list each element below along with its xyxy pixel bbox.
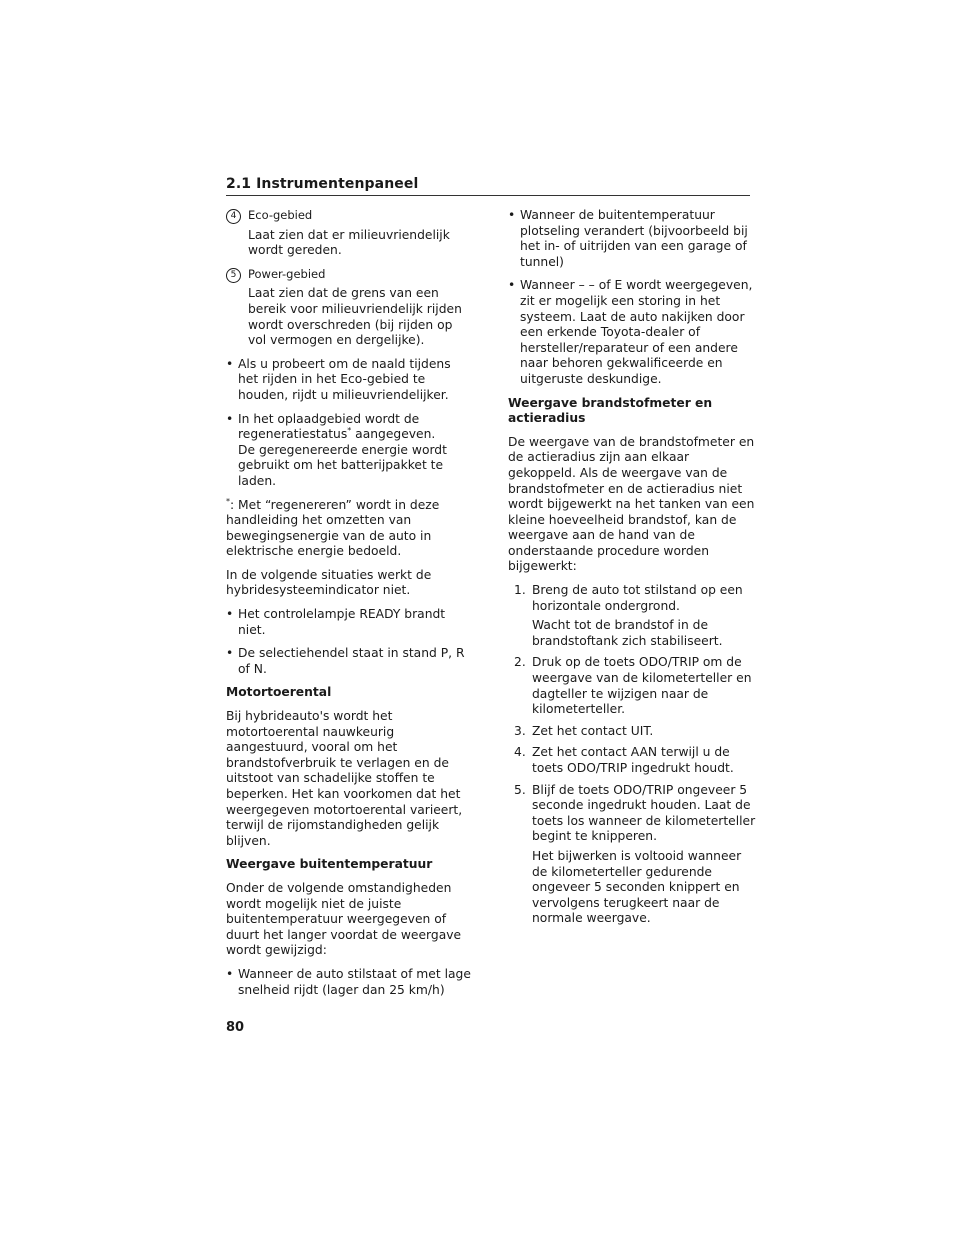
step-text: Blijf de toets ODO/TRIP ongeveer 5 seconde ingedrukt houden. Laat de toets los wanneer de kilometerteller begint te knipperen.	[532, 782, 756, 844]
subheading-buitentemperatuur: Weergave buitentemperatuur	[226, 857, 433, 872]
step-item	[514, 655, 756, 717]
footnote	[226, 498, 474, 560]
step-number: 2.	[514, 655, 526, 670]
bullet-item: • De selectiehendel staat in stand P, R of N.	[226, 646, 474, 677]
page-number: 80	[226, 1020, 245, 1035]
bullet-item: • Het controlelampje READY brandt niet.	[226, 607, 474, 638]
paragraph: De weergave van de brandstofmeter en de actieradius zijn aan elkaar gekoppeld. Als de weergave van de brandstofmeter en de actieradius niet wordt bijgewerkt na het tanken van een kleine hoeveelheid brandstof, kan de weergave aan de hand van de onderstaande procedure worden bijgewerkt:	[508, 434, 755, 574]
subheading-brandstofmeter: Weergave brandstofmeter en actieradius	[508, 395, 713, 426]
step-item	[514, 583, 756, 649]
bullet-item: • Wanneer de auto stilstaat of met lage snelheid rijdt (lager dan 25 km/h)	[226, 967, 474, 998]
marker-badge: 4	[226, 209, 241, 224]
step-number: 1.	[514, 583, 526, 598]
marker-title: Eco-gebied	[248, 208, 313, 222]
bullet-item: • Wanneer de buitentemperatuur plotseling verandert (bijvoorbeeld bij het in- of uitrijden van een garage of tunnel)	[508, 208, 756, 270]
step-number: 5.	[514, 782, 526, 797]
paragraph: Bij hybrideauto's wordt het motortoerental nauwkeurig aangestuurd, vooral om het brandstofverbruik te verlagen en de uitstoot van schadelijke stoffen te beperken. Het kan voorkomen dat het weergegeven motortoerental varieert, terwijl de rijomstandigheden gelijk blijven.	[226, 709, 463, 848]
step-note: Het bijwerken is voltooid wanneer de kilometerteller gedurende ongeveer 5 seconden knippert en vervolgens terugkeert naar de normale weergave.	[532, 848, 742, 926]
bullet-extra-text: De geregenereerde energie wordt gebruikt om het batterijpakket te laden.	[238, 442, 447, 488]
marker-badge: 5	[226, 268, 241, 283]
right-column	[508, 208, 756, 933]
section-header	[226, 176, 750, 196]
footnote-text: : Met “regenereren” wordt in deze handleiding het omzetten van bewegingsenergie van de auto in elektrische energie bedoeld.	[226, 497, 440, 559]
procedure-steps	[508, 583, 756, 927]
left-column	[226, 208, 474, 1006]
marker-description: Laat zien dat er milieuvriendelijk wordt gereden.	[248, 227, 450, 258]
step-text: Zet het contact AAN terwijl u de toets ODO/TRIP ingedrukt houdt.	[532, 745, 734, 775]
marker-item-eco	[226, 208, 474, 259]
step-item	[514, 783, 756, 927]
footnote-marker: *	[347, 426, 352, 436]
step-note: Wacht tot de brandstof in de brandstoftank zich stabiliseert.	[532, 618, 723, 648]
step-number: 3.	[514, 723, 526, 738]
marker-description: Laat zien dat de grens van een bereik voor milieuvriendelijk rijden wordt overschreden (bij rijden op vol vermogen en dergelijke).	[248, 286, 462, 348]
section-title: 2.1 Instrumentenpaneel	[226, 176, 419, 192]
step-text: Breng de auto tot stilstand op een horizontale ondergrond.	[532, 583, 743, 613]
footnote-marker: *	[226, 496, 230, 506]
paragraph: Onder de volgende omstandigheden wordt mogelijk niet de juiste buitentemperatuur weergegeven of duurt het langer voordat de weergave wordt gewijzigd:	[226, 880, 462, 958]
subheading-motortoerental: Motortoerental	[226, 685, 332, 700]
bullet-text: aangegeven.	[351, 427, 436, 442]
bullet-item: • Als u probeert om de naald tijdens het rijden in het Eco-gebied te houden, rijdt u milieuvriendelijker.	[226, 357, 474, 404]
step-item	[514, 745, 756, 776]
step-item	[514, 724, 756, 740]
marker-item-power	[226, 267, 474, 349]
step-number: 4.	[514, 745, 526, 760]
bullet-item: • Wanneer – – of E wordt weergegeven, zit er mogelijk een storing in het systeem. Laat de auto nakijken door een erkende Toyota-dealer of hersteller/reparateur of een andere naar behoren gekwalificeerde en uitgeruste deskundige.	[508, 278, 756, 387]
step-text: Druk op de toets ODO/TRIP om de weergave van de kilometerteller en dagteller te wijzigen naar de kilometerteller.	[532, 655, 752, 717]
step-text: Zet het contact UIT.	[532, 723, 654, 738]
bullet-item-regeneration	[226, 412, 474, 490]
marker-title: Power-gebied	[248, 266, 326, 281]
paragraph: In de volgende situaties werkt de hybridesysteemindicator niet.	[226, 567, 432, 598]
bullet-text: In het oplaadgebied wordt de regeneratiestatus	[238, 411, 420, 442]
